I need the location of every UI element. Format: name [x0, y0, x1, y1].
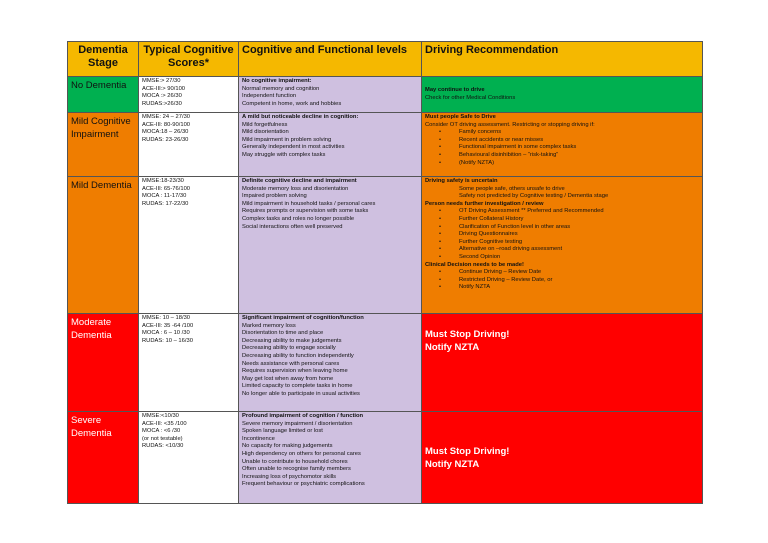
score-line: ACE-III: 35 -64 /100 [142, 322, 194, 329]
header-row [68, 42, 703, 77]
driving-line: Safety not predicted by Cognitive testing / Dementia stage [459, 193, 609, 200]
driving-cell [422, 412, 703, 504]
score-line: ACE-III: 80-90/100 [142, 121, 191, 128]
table-row [68, 77, 703, 113]
driving-bullet: • Clarification of Function level in other areas [439, 223, 571, 230]
bullet-icon: • [439, 151, 442, 158]
score-line: MMSE: 10 – 18/30 [142, 315, 191, 321]
bullet-icon: • [439, 246, 442, 253]
levels-line: Decreasing ability to function independently [242, 352, 354, 359]
levels-line: Generally independent in most activities [242, 144, 345, 151]
bullet-icon: • [439, 231, 442, 238]
levels-line: Frequent behaviour or psychiatric complications [242, 481, 365, 488]
levels-line: Normal memory and cognition [242, 85, 320, 92]
driving-bullet: • Continue Driving – Review Date [439, 269, 542, 276]
header-stage: Dementia Stage [68, 42, 139, 77]
stage-cell: Moderate Dementia [68, 314, 139, 412]
levels-line: Incontinence [242, 435, 275, 442]
driving-bullet: • Restricted Driving – Review Date, or [439, 276, 553, 283]
levels-line: Mild forgetfulness [242, 121, 288, 128]
header-scores: Typical Cognitive Scores* [139, 42, 239, 77]
score-line: RUDAS:>26/30 [142, 100, 182, 107]
stage-cell: Mild Cognitive Impairment [68, 113, 139, 177]
levels-line: Increasing loss of psychomotor skills [242, 473, 337, 480]
score-line: RUDAS: 23-26/30 [142, 136, 189, 143]
bullet-icon: • [439, 269, 442, 276]
score-line: (or not testable) [142, 435, 183, 442]
driving-cell [422, 314, 703, 412]
levels-line: May get lost when away from home [242, 375, 334, 382]
scores-cell [139, 177, 239, 314]
score-line: MMSE:<10/30 [142, 413, 179, 419]
levels-line: Spoken language limited or lost [242, 428, 323, 435]
levels-title: Definite cognitive decline and impairment [242, 178, 357, 184]
driving-bullet: • Functional impairment in some complex tasks [439, 144, 577, 151]
driving-cell [422, 77, 703, 113]
levels-title: Profound impairment of cognition / function [242, 413, 364, 419]
stage-cell: Mild Dementia [68, 177, 139, 314]
levels-line: Unable to contribute to household chores [242, 458, 348, 465]
levels-title: No cognitive impairment: [242, 78, 312, 84]
bullet-icon: • [439, 159, 442, 166]
table-row [68, 412, 703, 504]
levels-line: Marked memory loss [242, 322, 296, 329]
levels-line: Mild disorientation [242, 129, 289, 136]
scores-cell [139, 77, 239, 113]
score-line: MOCA:18 – 26/30 [142, 129, 189, 136]
score-line: MOCA : 11-17/30 [142, 193, 187, 200]
driving-heading: Clinical Decision needs to be made! [425, 261, 524, 268]
levels-title: Significant impairment of cognition/function [242, 315, 364, 321]
score-line: RUDAS: 10 – 16/30 [142, 337, 193, 344]
stage-cell: Severe Dementia [68, 412, 139, 504]
score-line: MOCA :> 26/30 [142, 93, 182, 100]
bullet-icon: • [439, 136, 442, 143]
notify-nzta-text: Notify NZTA [425, 458, 480, 470]
header-driving: Driving Recommendation [422, 42, 703, 77]
driving-bullet: • Family concerns [439, 129, 502, 136]
levels-line: Disorientation to time and place [242, 330, 324, 337]
levels-title: A mild but noticeable decline in cognition: [242, 114, 359, 120]
levels-line: Needs assistance with personal cares [242, 360, 340, 367]
driving-bullet: • Recent accidents or near misses [439, 136, 544, 143]
score-line: ACE-III: <35 /100 [142, 420, 187, 427]
levels-cell [239, 77, 422, 113]
driving-bullet: • Notify NZTA [439, 284, 491, 291]
score-line: ACE-III:> 90/100 [142, 85, 186, 92]
levels-line: Often unable to recognise family members [242, 466, 351, 473]
driving-bold: Must people Safe to Drive [425, 114, 496, 120]
levels-line: Decreasing ability to engage socially [242, 345, 336, 352]
levels-line: Social interactions often well preserved [242, 223, 343, 230]
levels-line: Moderate memory loss and disorientation [242, 185, 349, 192]
bullet-icon: • [439, 284, 442, 291]
bullet-icon: • [439, 238, 442, 245]
driving-cell [422, 113, 703, 177]
levels-line: No longer able to participate in usual activities [242, 390, 360, 397]
levels-line: High dependency on others for personal cares [242, 450, 361, 457]
levels-line: No capacity for making judgements [242, 443, 333, 450]
stage-cell: No Dementia [68, 77, 139, 113]
driving-bullet: • Driving Questionnaires [439, 231, 518, 238]
score-line: MMSE:> 27/30 [142, 78, 181, 84]
table-row [68, 113, 703, 177]
bullet-icon: • [439, 276, 442, 283]
driving-line: Consider OT driving assessment. Restricting or stopping driving if: [425, 121, 595, 128]
score-line: MOCA : <6 /30 [142, 428, 181, 435]
stop-driving-text: Must Stop Driving! [425, 445, 510, 457]
levels-line: Impaired problem solving [242, 193, 307, 200]
levels-cell [239, 314, 422, 412]
driving-bullet: • Further Collateral History [439, 215, 524, 222]
driving-bullet: • Further Cognitive testing [439, 238, 523, 245]
score-line: MOCA : 6 – 10 /30 [142, 330, 190, 337]
score-line: ACE-III: 65-76/100 [142, 185, 191, 192]
bullet-icon: • [439, 215, 442, 222]
bullet-icon: • [439, 223, 442, 230]
score-line: RUDAS: <10/30 [142, 443, 184, 450]
levels-line: Severe memory impairment / disorientation [242, 420, 353, 427]
bullet-icon: • [439, 208, 442, 215]
scores-cell [139, 412, 239, 504]
levels-line: Independent function [242, 93, 297, 100]
levels-cell [239, 412, 422, 504]
score-line: MMSE:18-23/30 [142, 178, 184, 184]
bullet-icon: • [439, 129, 442, 136]
driving-bullet: • OT Driving Assessment ** Preferred and Recommended [439, 208, 604, 215]
driving-heading: Person needs further investigation / review [425, 200, 544, 207]
driving-heading: Driving safety is uncertain [425, 178, 498, 184]
driving-cell [422, 177, 703, 314]
header-levels: Cognitive and Functional levels [239, 42, 422, 77]
driving-bullet: • Behavioural disinhibition – “risk-taking” [439, 151, 559, 158]
levels-line: Requires supervision when leaving home [242, 368, 348, 375]
levels-line: May struggle with complex tasks [242, 151, 326, 158]
levels-cell [239, 113, 422, 177]
levels-line: Complex tasks and roles no longer possible [242, 215, 355, 222]
table-row [68, 314, 703, 412]
driving-line: Some people safe, others unsafe to drive [459, 185, 565, 192]
notify-nzta-text: Notify NZTA [425, 342, 480, 353]
dementia-driving-table [67, 41, 703, 504]
driving-bullet: • Alternative on –road driving assessment [439, 246, 563, 253]
levels-line: Decreasing ability to make judgements [242, 337, 342, 344]
driving-line: Check for other Medical Conditions [425, 94, 516, 101]
scores-cell [139, 314, 239, 412]
table-row [68, 177, 703, 314]
levels-line: Mild impairment in household tasks / personal cares [242, 200, 376, 207]
levels-line: Competent in home, work and hobbies [242, 100, 342, 107]
score-line: RUDAS: 17-22/30 [142, 200, 189, 207]
scores-cell [139, 113, 239, 177]
stop-driving-text: Must Stop Driving! [425, 329, 510, 340]
driving-bullet: • Second Opinion [439, 253, 501, 260]
driving-bold: May continue to drive [425, 86, 485, 93]
driving-bullet: • (Notify NZTA) [439, 159, 494, 166]
levels-cell [239, 177, 422, 314]
score-line: MMSE: 24 – 27/30 [142, 114, 191, 120]
bullet-icon: • [439, 253, 442, 260]
levels-line: Limited capacity to complete tasks in home [242, 383, 353, 390]
bullet-icon: • [439, 144, 442, 151]
levels-line: Mild impairment in problem solving [242, 136, 332, 143]
levels-line: Requires prompts or supervision with some tasks [242, 208, 369, 215]
